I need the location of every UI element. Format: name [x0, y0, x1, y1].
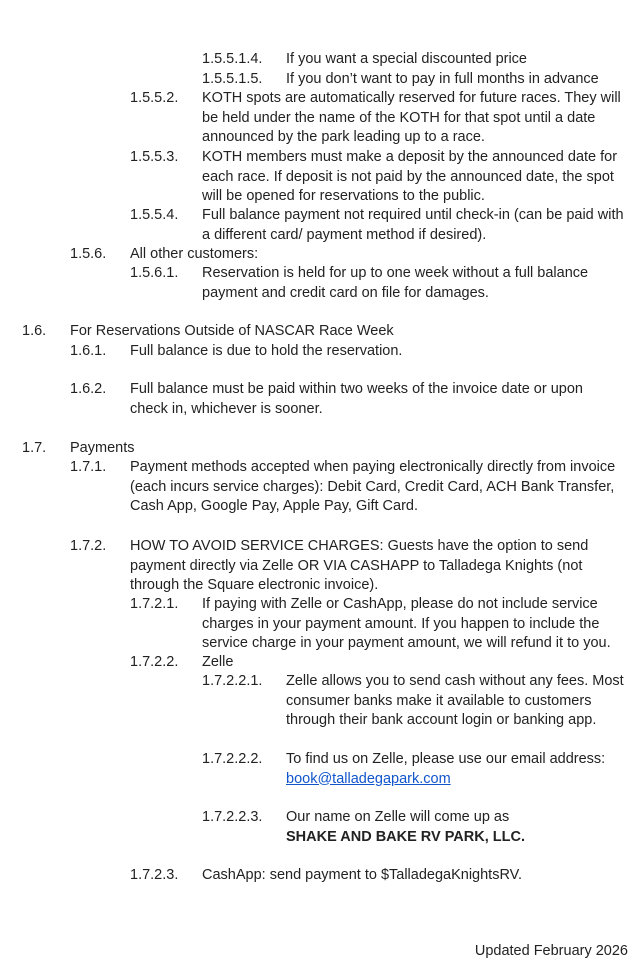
item-number: 1.5.5.4. [130, 207, 179, 223]
item-number: 1.7.2.3. [130, 867, 179, 883]
item-text: If paying with Zelle or CashApp, please do not include service charges in your payment amount. If you happen to include the service charge in your payment amount, we will refund it to you. [202, 596, 611, 651]
item-number: 1.6.2. [70, 381, 107, 397]
item-number: 1.7.2. [70, 538, 107, 554]
item-number: 1.7.2.2. [130, 654, 179, 670]
item-text [286, 808, 632, 847]
item-text: If you want a special discounted price [286, 51, 527, 67]
item-number: 1.5.5.2. [130, 90, 179, 106]
page-footer-updated: Updated February 2026 [474, 943, 628, 959]
item-text: KOTH spots are automatically reserved for future races. They will be held under the name of the KOTH for that spot until a date announced by the park leading up to a race. [202, 90, 621, 145]
item-text: CashApp: send payment to $TalladegaKnightsRV. [202, 867, 523, 883]
item-text-line: Our name on Zelle will come up as [286, 809, 510, 825]
item-text: For Reservations Outside of NASCAR Race Week [70, 323, 394, 339]
item-number: 1.5.6. [70, 246, 107, 262]
business-name: SHAKE AND BAKE RV PARK, LLC. [286, 828, 525, 845]
item-text-line: To find us on Zelle, please use our email address: [286, 751, 606, 767]
item-number: 1.7.1. [70, 459, 107, 475]
item-number: 1.7.2.2.3. [202, 809, 263, 825]
item-text: If you don’t want to pay in full months in advance [286, 71, 599, 87]
item-text: All other customers: [130, 246, 259, 262]
item-text: Reservation is held for up to one week without a full balance payment and credit card on file for damages. [202, 265, 589, 301]
item-number: 1.7. [22, 440, 47, 456]
item-number: 1.7.2.1. [130, 596, 179, 612]
item-text: Full balance payment not required until check-in (can be paid with a different card/ payment method if desired). [202, 207, 624, 243]
item-number: 1.5.5.1.5. [202, 71, 263, 87]
item-text: Zelle allows you to send cash without any fees. Most consumer banks make it available to customers through their bank account login or banking app. [286, 673, 624, 728]
item-number: 1.6. [22, 323, 47, 339]
item-text: KOTH members must make a deposit by the announced date for each race. If deposit is not paid by the announced date, the spot will be opened for reservations to the public. [202, 149, 618, 204]
item-text: Zelle [202, 654, 234, 670]
item-number: 1.5.6.1. [130, 265, 179, 281]
item-number: 1.7.2.2.2. [202, 751, 263, 767]
item-text: HOW TO AVOID SERVICE CHARGES: Guests have the option to send payment directly via Zelle OR VIA CASHAPP to Talladega Knights (not through the Square electronic invoice). [130, 538, 589, 593]
item-text [286, 750, 632, 789]
item-number: 1.6.1. [70, 343, 107, 359]
email-link[interactable]: book@talladegapark.com [286, 770, 451, 787]
item-number: 1.5.5.3. [130, 149, 179, 165]
item-text: Payment methods accepted when paying electronically directly from invoice (each incurs service charges): Debit Card, Credit Card, ACH Bank Transfer, Cash App, Google Pay, Apple Pay, Gift Card. [130, 459, 616, 514]
item-text: Full balance must be paid within two weeks of the invoice date or upon check in, whichever is sooner. [130, 381, 583, 417]
item-text: Full balance is due to hold the reservation. [130, 343, 403, 359]
item-number: 1.7.2.2.1. [202, 673, 263, 689]
item-number: 1.5.5.1.4. [202, 51, 263, 67]
item-text: Payments [70, 440, 135, 456]
